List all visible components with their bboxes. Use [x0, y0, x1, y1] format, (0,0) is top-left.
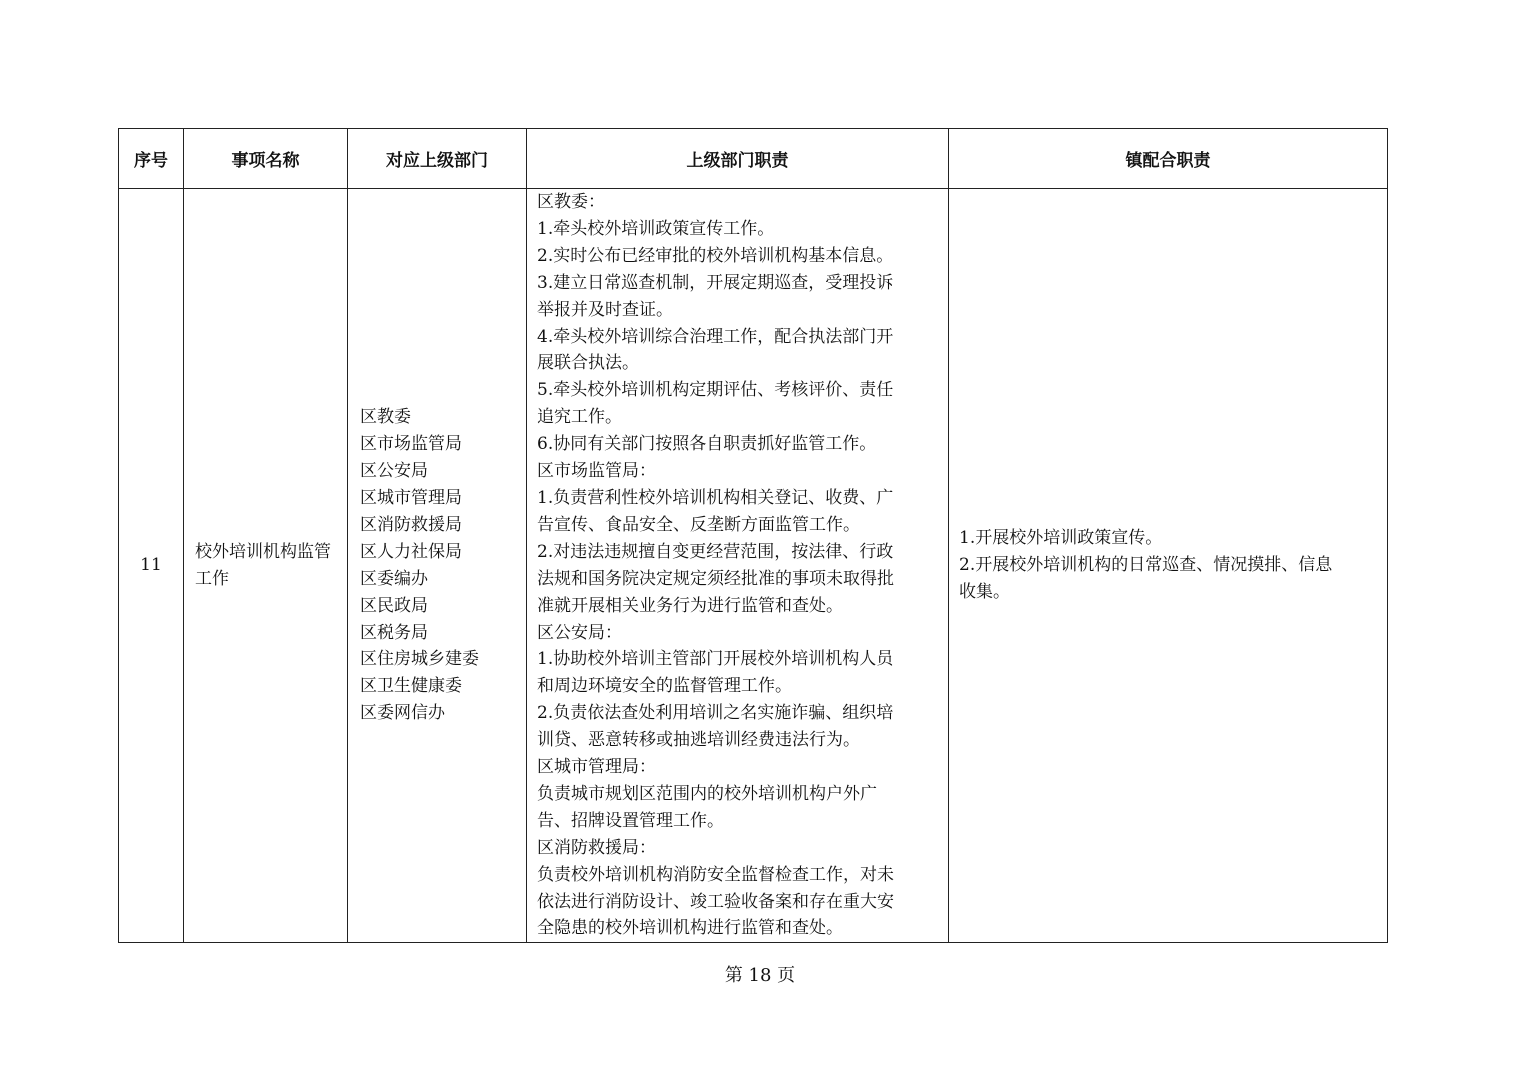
superior-duty-line: 训贷、恶意转移或抽逃培训经费违法行为。: [537, 730, 860, 751]
superior-duties-list: [537, 189, 940, 942]
town-duties-list: [959, 525, 1377, 606]
superior-dept-item: 区税务局: [360, 622, 428, 643]
header-superior-dept: 对应上级部门: [348, 129, 527, 189]
header-town-duties: 镇配合职责: [949, 129, 1388, 189]
town-duty-line: 2.开展校外培训机构的日常巡查、情况摸排、信息: [959, 555, 1333, 576]
superior-duty-line: 区消防救援局：: [537, 837, 656, 858]
header-superior-duties: 上级部门职责: [527, 129, 949, 189]
town-duty-line: 1.开展校外培训政策宣传。: [959, 528, 1163, 549]
superior-duty-line: 区城市管理局：: [537, 757, 656, 778]
superior-duty-line: 区市场监管局：: [537, 461, 656, 482]
superior-dept-item: 区卫生健康委: [360, 676, 462, 697]
superior-duty-line: 展联合执法。: [537, 353, 639, 374]
town-duty-line: 收集。: [959, 582, 1010, 603]
superior-dept-item: 区人力社保局: [360, 541, 462, 562]
header-row: [119, 129, 1388, 189]
superior-duty-line: 追究工作。: [537, 407, 622, 428]
superior-dept-item: 区消防救援局: [360, 514, 462, 535]
superior-duty-line: 负责城市规划区范围内的校外培训机构户外广: [537, 783, 877, 804]
cell-item-name: 校外培训机构监管工作: [184, 189, 348, 943]
superior-dept-item: 区住房城乡建委: [360, 649, 479, 670]
superior-duty-line: 1.协助校外培训主管部门开展校外培训机构人员: [537, 649, 894, 670]
superior-duty-line: 6.协同有关部门按照各自职责抓好监管工作。: [537, 434, 877, 455]
superior-duty-line: 告宣传、食品安全、反垄断方面监管工作。: [537, 514, 860, 535]
superior-duty-line: 区公安局：: [537, 622, 622, 643]
superior-duty-line: 4.牵头校外培训综合治理工作，配合执法部门开: [537, 326, 894, 347]
cell-seq: 11: [119, 189, 184, 943]
superior-dept-item: 区公安局: [360, 461, 428, 482]
superior-duty-line: 区教委：: [537, 192, 605, 212]
superior-duty-line: 全隐患的校外培训机构进行监管和查处。: [537, 918, 843, 939]
superior-duty-line: 2.对违法违规擅自变更经营范围，按法律、行政: [537, 541, 894, 562]
superior-duty-line: 2.负责依法查处利用培训之名实施诈骗、组织培: [537, 703, 894, 724]
superior-duty-line: 依法进行消防设计、竣工验收备案和存在重大安: [537, 891, 894, 912]
superior-dept-list: [360, 404, 526, 727]
superior-dept-item: 区民政局: [360, 595, 428, 616]
superior-duty-line: 告、招牌设置管理工作。: [537, 810, 724, 831]
superior-dept-item: 区城市管理局: [360, 487, 462, 508]
superior-dept-item: 区委编办: [360, 568, 428, 589]
table-row: [119, 189, 1388, 943]
superior-duty-line: 法规和国务院决定规定须经批准的事项未取得批: [537, 568, 894, 589]
superior-duty-line: 1.负责营利性校外培训机构相关登记、收费、广: [537, 487, 894, 508]
cell-superior-depts: [348, 189, 527, 943]
superior-duty-line: 和周边环境安全的监督管理工作。: [537, 676, 792, 697]
header-item-name: 事项名称: [184, 129, 348, 189]
superior-duty-line: 1.牵头校外培训政策宣传工作。: [537, 218, 775, 239]
page-number: 第 18 页: [724, 965, 796, 986]
superior-duty-line: 准就开展相关业务行为进行监管和查处。: [537, 595, 843, 616]
superior-dept-item: 区教委: [360, 407, 411, 428]
superior-duty-line: 负责校外培训机构消防安全监督检查工作，对未: [537, 864, 894, 885]
superior-duty-line: 5.牵头校外培训机构定期评估、考核评价、责任: [537, 380, 894, 401]
superior-dept-item: 区委网信办: [360, 703, 445, 724]
header-seq: 序号: [119, 129, 184, 189]
cell-superior-duties: [527, 189, 949, 943]
superior-duty-line: 举报并及时查证。: [537, 299, 673, 320]
superior-dept-item: 区市场监管局: [360, 434, 462, 455]
superior-duty-line: 3.建立日常巡查机制，开展定期巡查，受理投诉: [537, 272, 894, 293]
duty-table: [118, 128, 1388, 943]
superior-duty-line: 2.实时公布已经审批的校外培训机构基本信息。: [537, 245, 894, 266]
cell-town-duties: [949, 189, 1388, 943]
